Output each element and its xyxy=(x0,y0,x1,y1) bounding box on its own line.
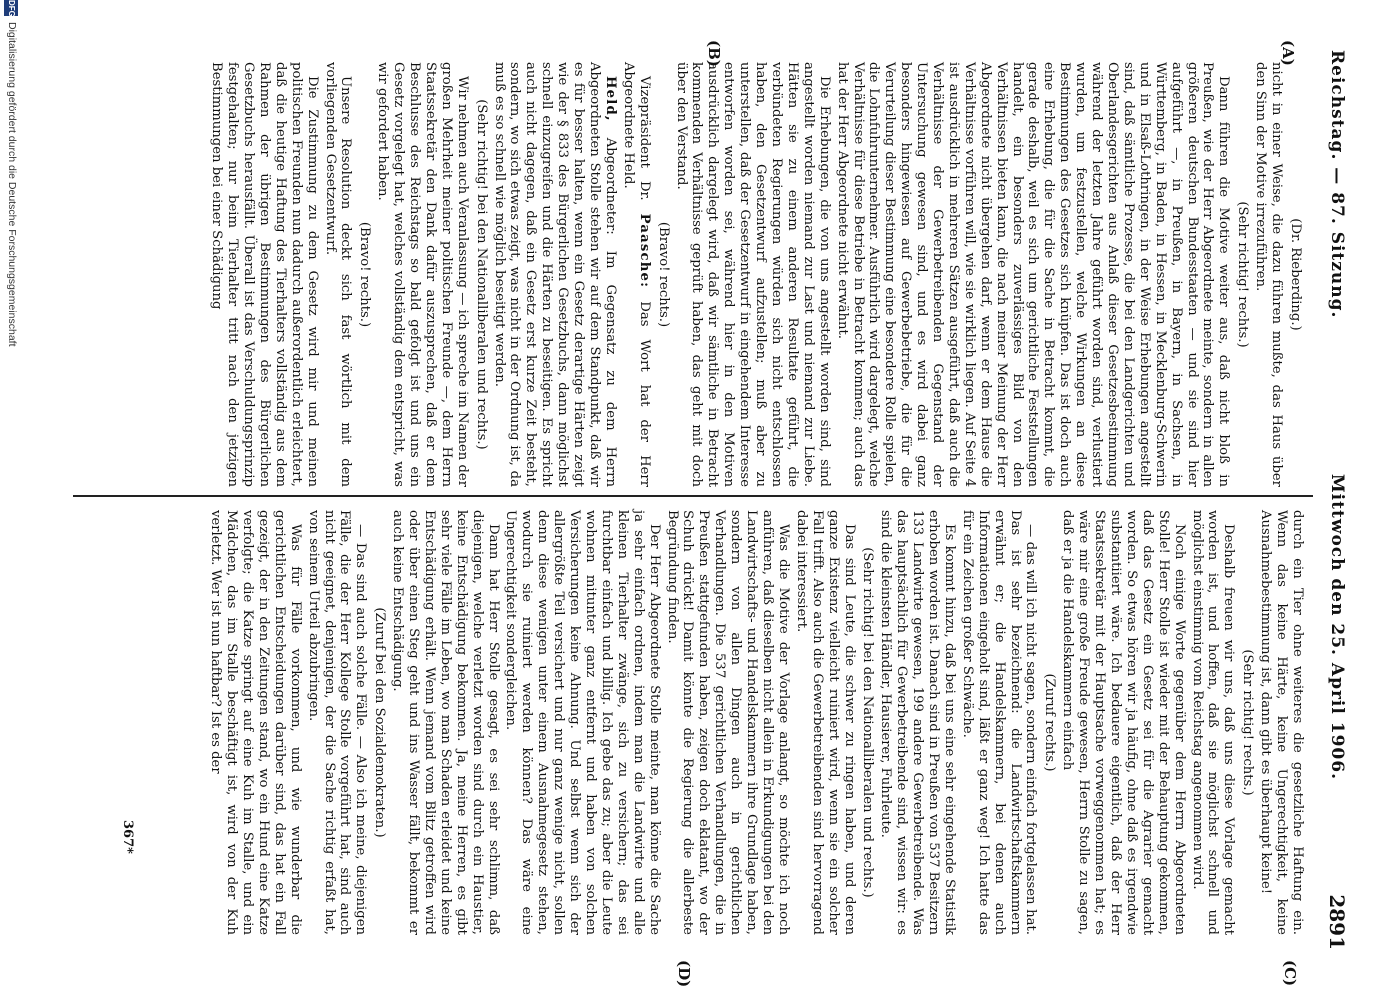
speech-opening xyxy=(491,62,618,487)
digitization-credit: Digitalisierung gefördert durch die Deutsche Forschungsgemeinschaft xyxy=(6,22,18,347)
left-column xyxy=(206,62,1305,487)
page-header xyxy=(1313,50,1353,950)
reaction-remark: (Sehr richtig! rechts.) xyxy=(1240,649,1256,796)
reaction-remark: (Bravo! rechts.) xyxy=(655,221,671,328)
chair-title: Vizepräsident Dr. xyxy=(636,76,652,201)
page-stamp: 367* xyxy=(120,820,135,854)
paragraph: Was für Fälle vorkommen, und wie wunderbar die gerichtlichen Entscheidungen darüber sind, das hat ein Fall gezeigt, der in den Zeitungen stand, wo ein Hund eine Katze verfolgte; die Katze springt auf eine Kuh im Stalle, und ein Mädchen, das im Stalle beschäftigt ist, wird von der Kuh verletzt. Wer ist nun haftbar? Ist es der xyxy=(208,510,303,935)
reaction-remark: (Sehr richtig! bei den Nationalliberalen und rechts.) xyxy=(473,99,489,450)
paragraph: Es kommt hinzu, daß bei uns eine sehr eingehende Statistik erhoben worden ist. Danach sind in Preußen von 537 Besitzern 133 Landwirte gewesen, 199 andere Gewerbetreibende. Was das hauptsächlich für Gewerbetreibende sind, wissen wir: es sind die kleinsten Händler, Hausierer, Fuhrleute. xyxy=(878,510,957,935)
paragraph: Die Zustimmung zu dem Gesetz wird mir und meinen politischen Freunden nun dadurch außerordentlich erleichtert, daß die heutige Haftung des Tierhalters vollständig aus dem Rahmen der übrigen Bestimmungen des Bürgerlichen Gesetzbuchs herausfällt. Überall ist das Verschuldungsprinzip festgehalten; nur beim Tierhalter tritt nach den jetzigen Bestimmungen bei einer Schädigung xyxy=(209,62,320,487)
margin-mark-c: (C) xyxy=(1281,960,1299,987)
chair-announcement xyxy=(620,62,652,487)
paragraph: — das will ich nicht sagen, sondern einfach fortgelassen hat. Das ist sehr bezeichnend: die Landwirtschaftskammern erwähnt er; die Handelskammern, bei denen auch Informationen eingeholt sind, läßt er ganz weg! Ich hatte das für ein Zeichen großer Schwäche. xyxy=(959,510,1039,935)
interjection-remark: (Zuruf rechts.) xyxy=(1042,673,1058,772)
right-column xyxy=(205,510,1305,935)
dfg-logo-icon: DFG xyxy=(4,0,18,16)
paragraph: durch ein Tier ohne weiteres die gesetzliche Haftung ein. Wenn das keine Härte, keine Ungerechtigkeit, keine Ausnahmebestimmung ist, dann gibt es überhaupt keine! xyxy=(1258,510,1305,935)
margin-mark-a: (A) xyxy=(1279,40,1297,66)
speaker-continuation: (Dr. Rieberding.) xyxy=(1288,218,1303,331)
paragraph: Unsere Resolution deckt sich fast wörtlich mit dem vorliegenden Gesetzentwurf. xyxy=(322,62,354,487)
paragraph: Die Erhebungen, die von uns angestellt worden sind, sind angestellt worden niemand zur Last und niemand zur Liebe. Hätten sie zu einem anderen Resultate geführt, die verbündeten Regierungen würden sich nicht entschlossen haben, den Gesetzentwurf aufzustellen; muß aber zu unterstellen, daß der Gesetzentwurf in eingehendem Interesse entworfen worden sei, während hier in den Motiven ausdrücklich dargelegt wird, daß wir sämtliche in Betracht kommenden Verhältnisse geprüft haben, das geht mit doch über den Verstand. xyxy=(673,62,832,487)
digitization-footer xyxy=(0,0,22,1000)
paragraph: Dann hat Herr Stolle gesagt, es sei sehr schlimm, daß diejenigen, welche verletzt worden sind durch ein Haustier, keine Entschädigung bekommen. Ja, meine Herren, es gibt sehr viele Fälle im Leben, wo man Schaden erleidet und keine Entschädigung erhält. Wenn jemand vom Blitz getroffen wird oder über einen Steg geht und ins Wasser fällt, bekommt er auch keine Entschädigung. xyxy=(390,510,501,935)
speech-text: Abgeordneter: Im Gegensatz zu dem Herrn Abgeordneten Stolle stehen wir auf dem Standpunkt, daß wir es für besser halten, wenn ein Gesetz derartige Härten zeigt wie der § 833 des Bürgerlichen Gesetzbuchs, dann möglichst schnell einzugreifen und die Härten zu beseitigen. Es spricht auch nicht dagegen, daß ein Gesetz erst kurze Zeit besteht, sondern, wo sich etwas zeigt, was nicht in der Ordnung ist, da muß es so schnell wie möglich beseitigt werden. xyxy=(491,62,618,487)
speaker-name: Held, xyxy=(602,76,618,122)
reaction-remark: (Sehr richtig! bei den Nationalliberalen und rechts.) xyxy=(860,547,876,898)
speaker-name: Paasche: xyxy=(636,213,652,289)
page-number: 2891 xyxy=(1325,894,1349,950)
paragraph: Noch einige Worte gegenüber dem Herrn Abgeordneten Stolle! Herr Stolle ist wieder mit der Behauptung gekommen, daß das Gesetz ein Gesetz sei für die Agrarier gemacht worden. So etwas hören wir ja häufig, ohne daß es irgendwie substantiiert wäre. Ich bedauere eigentlich, daß der Herr Staatssekretär mit der Hauptsache vorweggenommen hat; es wäre mir eine große Freude gewesen, Herrn Stolle zu sagen, daß er ja die Handelskammern einfach xyxy=(1060,510,1187,935)
reaction-remark: (Bravo! rechts.) xyxy=(357,221,373,328)
paragraph: Dann führen die Motive weiter aus, daß nicht bloß in Preußen, wie der Herr Abgeordnete meinte, sondern in allen größeren deutschen Bundesstaaten — und sie sind hier aufgeführt —, in Preußen, in Bayern, in Sachsen, in Württemberg, in Baden, in Hessen, in Mecklenburg-Schwerin und in Elsaß-Lothringen, in der Weise Erhebungen angestellt sind, daß sämtliche Prozesse, die bei den Landgerichten und Oberlandesgerichten aus Anlaß dieser Gesetzesbestimmung während der letzten Jahre geführt worden sind, verlustiert wurden, um festzustellen, welche Wirkungen an diese Bestimmungen des Gesetzes sich knüpfen. Das ist doch auch eine Erhebung, die für die Sache in Betracht kommt, die gerade deshalb, weil es sich um gerichtliche Feststellungen handelt, ein besonders zuverlässiges Bild von den Verhältnissen bieten kann, die nach meiner Meinung der Herr Abgeordnete nicht übergehen darf, wenn er dem Hause die Verhältnisse vorführen will, wie sie wirklich liegen. Auf Seite 4 ist ausdrücklich in mehreren Sätzen ausgeführt, daß auch die Verhältnisse der Gewerbetreibenden Gegenstand der Untersuchung gewesen sind, und es wird dabei ganz besonders hingewiesen auf Gewerbebetriebe, die für die Verurteilung dieser Bestimmung eine besondere Rolle spielen, die Lohnfuhrunternehmer. Ausführlich wird dargelegt, welche Verhältnisse für diese Betriebe in Betracht kommen; auch das hat der Herr Abgeordnete nicht erwähnt. xyxy=(834,62,1232,487)
paragraph: Das sind Leute, die schwer zu ringen haben, und deren ganze Existenz vielleicht ruiniert wird, wenn sie ein solcher Fall trifft. Also auch die Gewerbetreibenden sind hervorragend dabei interessiert. xyxy=(793,510,857,935)
paragraph: — Das sind auch solche Fälle. — Also ich meine, diejenigen Fälle, die der Herr Kollege Stolle vorgeführt hat, sind auch nicht geeignet, denjenigen, der die Sache richtig erfaßt hat, von seinem Urteil abzubringen. xyxy=(305,510,369,935)
margin-mark-b: (B) xyxy=(705,40,723,67)
interjection-remark: (Zuruf bei den Sozialdemokraten.) xyxy=(372,607,388,838)
paragraph: nicht in einer Weise, die dazu führen mußte, das Haus über den Sinn der Motive irrezuführen. xyxy=(1253,62,1285,487)
header-left-title: Reichstag. — 87. Sitzung. xyxy=(1327,50,1347,319)
paragraph: Wir nehmen auch Veranlassung — ich spreche im Namen der großen Mehrheit meiner politischen Freunde —, dem Herrn Staatssekretär den Dank dafür auszusprechen, daß er dem Beschlusse des Reichstags so bald gefolgt ist und uns ein Gesetz vorgelegt hat, welches vollständig dem entspricht, was wir gefordert haben. xyxy=(375,62,470,487)
paragraph: Der Herr Abgeordnete Stolle meinte, man könne die Sache ja sehr einfach ordnen, indem man die Landwirte und alle kleinen Tierhalter zwänge, sich zu versichern; das sei furchtbar einfach und billig. Ich gebe das zu; aber die Leute wohnen mitunter ganz entfernt und haben von solchen Versicherungen keine Ahnung. Und selbst wenn sich der allergrößte Teil versichert und nur ganz wenige nicht, sollen denn diese wenigen unter einem Ausnahmegesetz stehen, wodurch sie ruiniert werden können? Das wäre eine Ungerechtigkeit sondergleichen. xyxy=(503,510,662,935)
chair-text: Das Wort hat der Herr Abgeordnete Held. xyxy=(620,62,652,487)
paragraph: Was die Motive der Vorlage anlangt, so möchte ich noch anführen, daß dieselben nicht allein in Erkundigungen bei den Landwirtschafts- und Handelskammern ihre Grundlage haben, sondern von allen Dingen auch in gerichtlichen Verhandlungen. Die 537 gerichtlichen Verhandlungen, die in Preußen stattgefunden haben, zeigen doch eklatant, wo der Schuh drückt! Damit könnte die Regierung die allerbeste Begründung finden. xyxy=(664,510,791,935)
header-right-title: Mittwoch den 25. April 1906. xyxy=(1327,473,1347,780)
paragraph: Deshalb freuen wir uns, daß uns diese Vorlage gemacht worden ist, und hoffen, daß sie möglichst schnell und möglichst einstimmig vom Reichstag angenommen wird. xyxy=(1189,510,1237,935)
column-divider xyxy=(73,495,1313,497)
margin-mark-d: (D) xyxy=(675,960,693,988)
reaction-remark: (Sehr richtig! rechts.) xyxy=(1235,201,1251,348)
